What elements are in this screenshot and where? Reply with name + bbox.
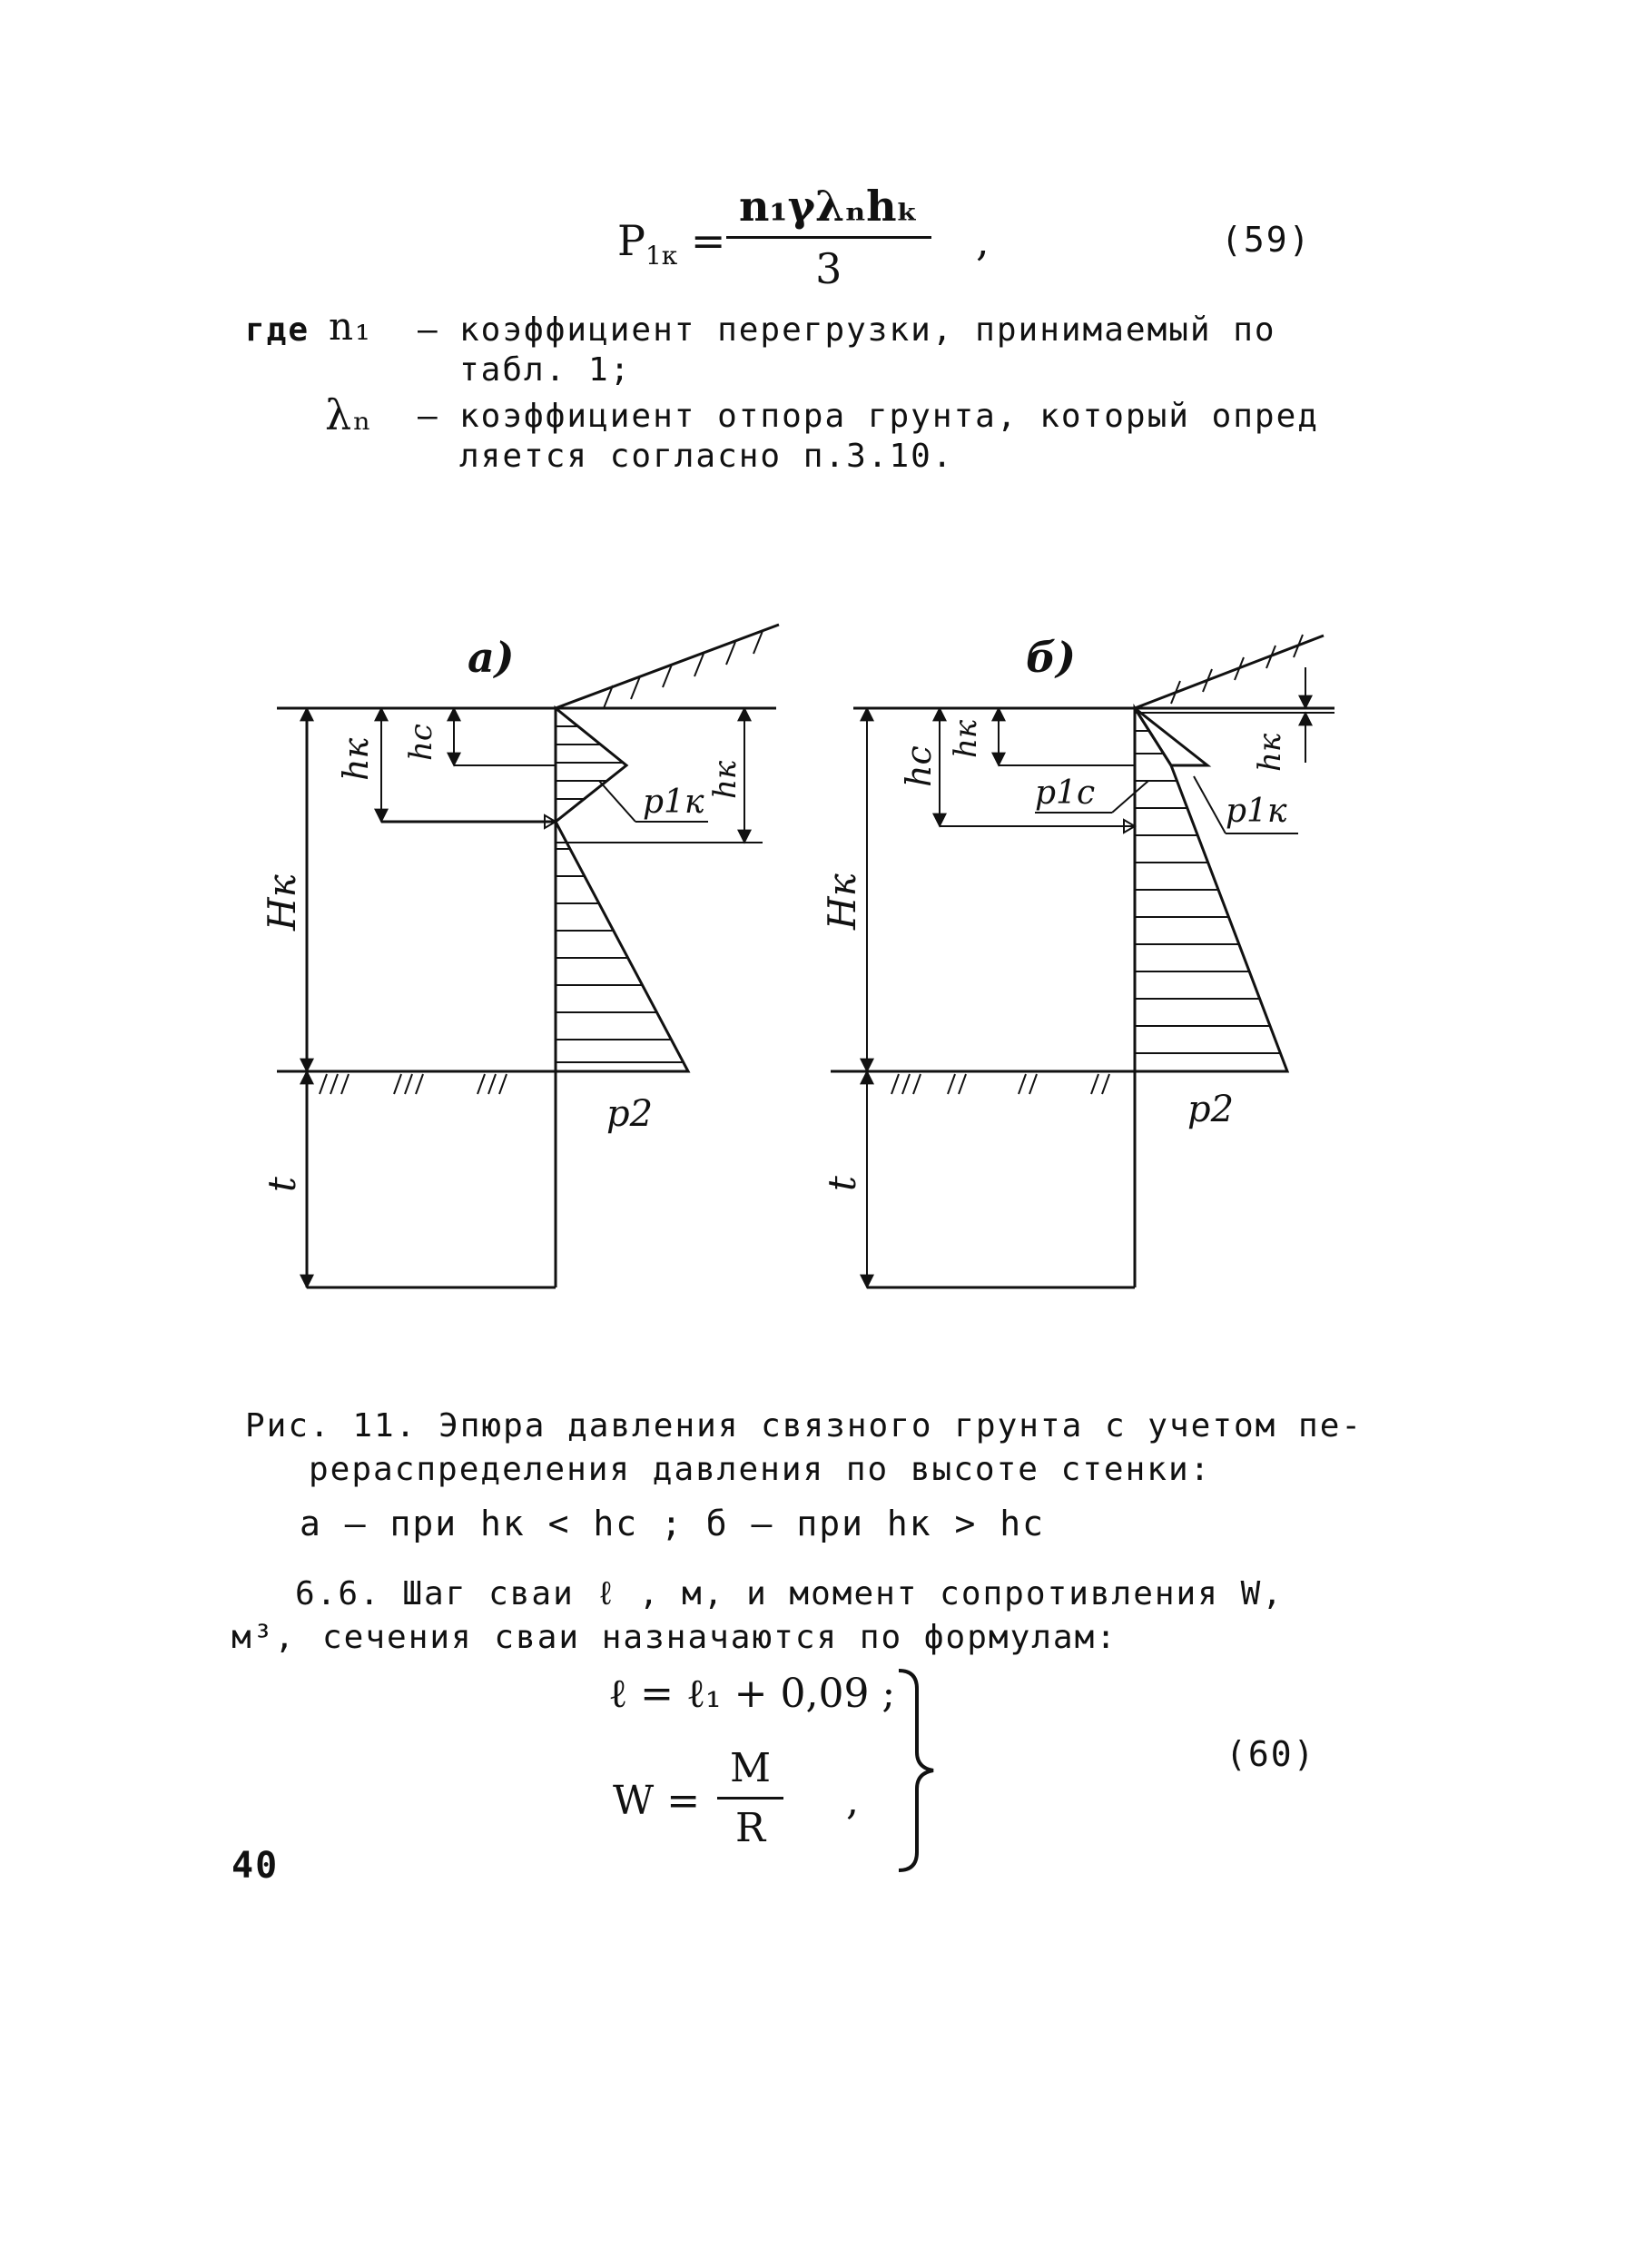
panel-a-label-hk-right: hк (707, 760, 744, 799)
panel-b-label-Hk: Hк (820, 873, 864, 930)
formula-60-numerator: M (717, 1745, 783, 1800)
panel-b-label-hc: hc (899, 745, 939, 787)
panel-b-label-t: t (820, 1176, 864, 1191)
panel-a-label-hk: hк (336, 737, 376, 781)
panel-b-title: б) (1026, 633, 1076, 682)
caption-line-3: а – при hк < hс ; б – при hк > hс (300, 1504, 1045, 1543)
panel-a-slope-hatch (604, 631, 763, 708)
panel-a-slope (556, 625, 779, 708)
panel-b-label-hk: hк (948, 719, 984, 758)
panel-a-label-t: t (260, 1177, 304, 1192)
formula-60-line-1: ℓ = ℓ₁ + 0,09 ; (608, 1671, 896, 1717)
formula-59-p: P (617, 216, 645, 265)
caption-line-2: рераспределения давления по высоте стенки: (309, 1451, 1212, 1488)
formula-59-number: (59) (1221, 220, 1312, 260)
page-number: 40 (231, 1845, 280, 1887)
panel-b-bottom-hatch (891, 1074, 1109, 1094)
panel-a-bottom-hatch (320, 1074, 507, 1094)
formula-60-lhs: W = (613, 1778, 701, 1824)
definition-lead: где (245, 311, 310, 349)
panel-b-slope (1135, 636, 1324, 708)
panel-b (831, 635, 1334, 1287)
definition-symbol: n₁ (329, 304, 372, 349)
definition-symbol: λₙ (325, 390, 374, 439)
formula-59-numerator: n₁γλₙhₖ (726, 182, 931, 239)
panel-b-label-hk-right: hк (1252, 733, 1288, 772)
panel-b-label-p1k: p1к (1226, 793, 1287, 830)
formula-60-fraction (717, 1745, 783, 1851)
definition-text-line2: ляется согласно п.3.10. (459, 438, 954, 475)
paragraph-m3: м³, (231, 1619, 297, 1656)
panel-a-label-p1k: p1к (643, 784, 704, 821)
formula-60-brace (890, 1666, 944, 1875)
panel-a-title: а) (468, 633, 515, 682)
panel-a-labels (260, 633, 744, 1192)
caption-line-1: Рис. 11. Эпюра давления связного грунта с учетом пе- (245, 1407, 1364, 1445)
panel-a-label-Hk: Hк (260, 874, 304, 931)
formula-59-comma: , (976, 216, 990, 265)
paragraph-line-2: сечения сваи назначаются по формулам: (322, 1619, 1118, 1656)
panel-b-label-p2: p2 (1187, 1089, 1235, 1130)
definition-text-line2: табл. 1; (459, 351, 632, 389)
definition-dash: – (418, 398, 439, 435)
formula-60-number: (60) (1226, 1734, 1316, 1774)
formula-60-denominator: R (734, 1805, 766, 1851)
panel-a-main-triangle (556, 822, 688, 1071)
definition-text-line1: коэффициент отпора грунта, который опред (459, 398, 1319, 435)
paragraph-line-1: 6.6. Шаг сваи ℓ , м, и момент сопротивления W, (295, 1575, 1284, 1612)
panel-a (277, 625, 779, 1287)
panel-b-labels (820, 633, 1288, 1191)
panel-a-label-hc: hc (403, 724, 439, 761)
formula-59-lhs: $P_{1к}$ = (617, 216, 726, 271)
formula-59-sub: 1к (645, 241, 678, 271)
panel-b-upper-triangle (1135, 708, 1207, 765)
panel-a-upper-triangle (556, 708, 626, 822)
formula-59-denominator: 3 (815, 244, 842, 293)
panel-b-label-p1c: p1c (1035, 774, 1096, 812)
formula-60-comma: , (846, 1778, 859, 1824)
definition-text-line1: коэффициент перегрузки, принимаемый по (459, 311, 1276, 349)
definition-dash: – (418, 311, 439, 349)
panel-a-label-p2: p2 (606, 1093, 654, 1135)
